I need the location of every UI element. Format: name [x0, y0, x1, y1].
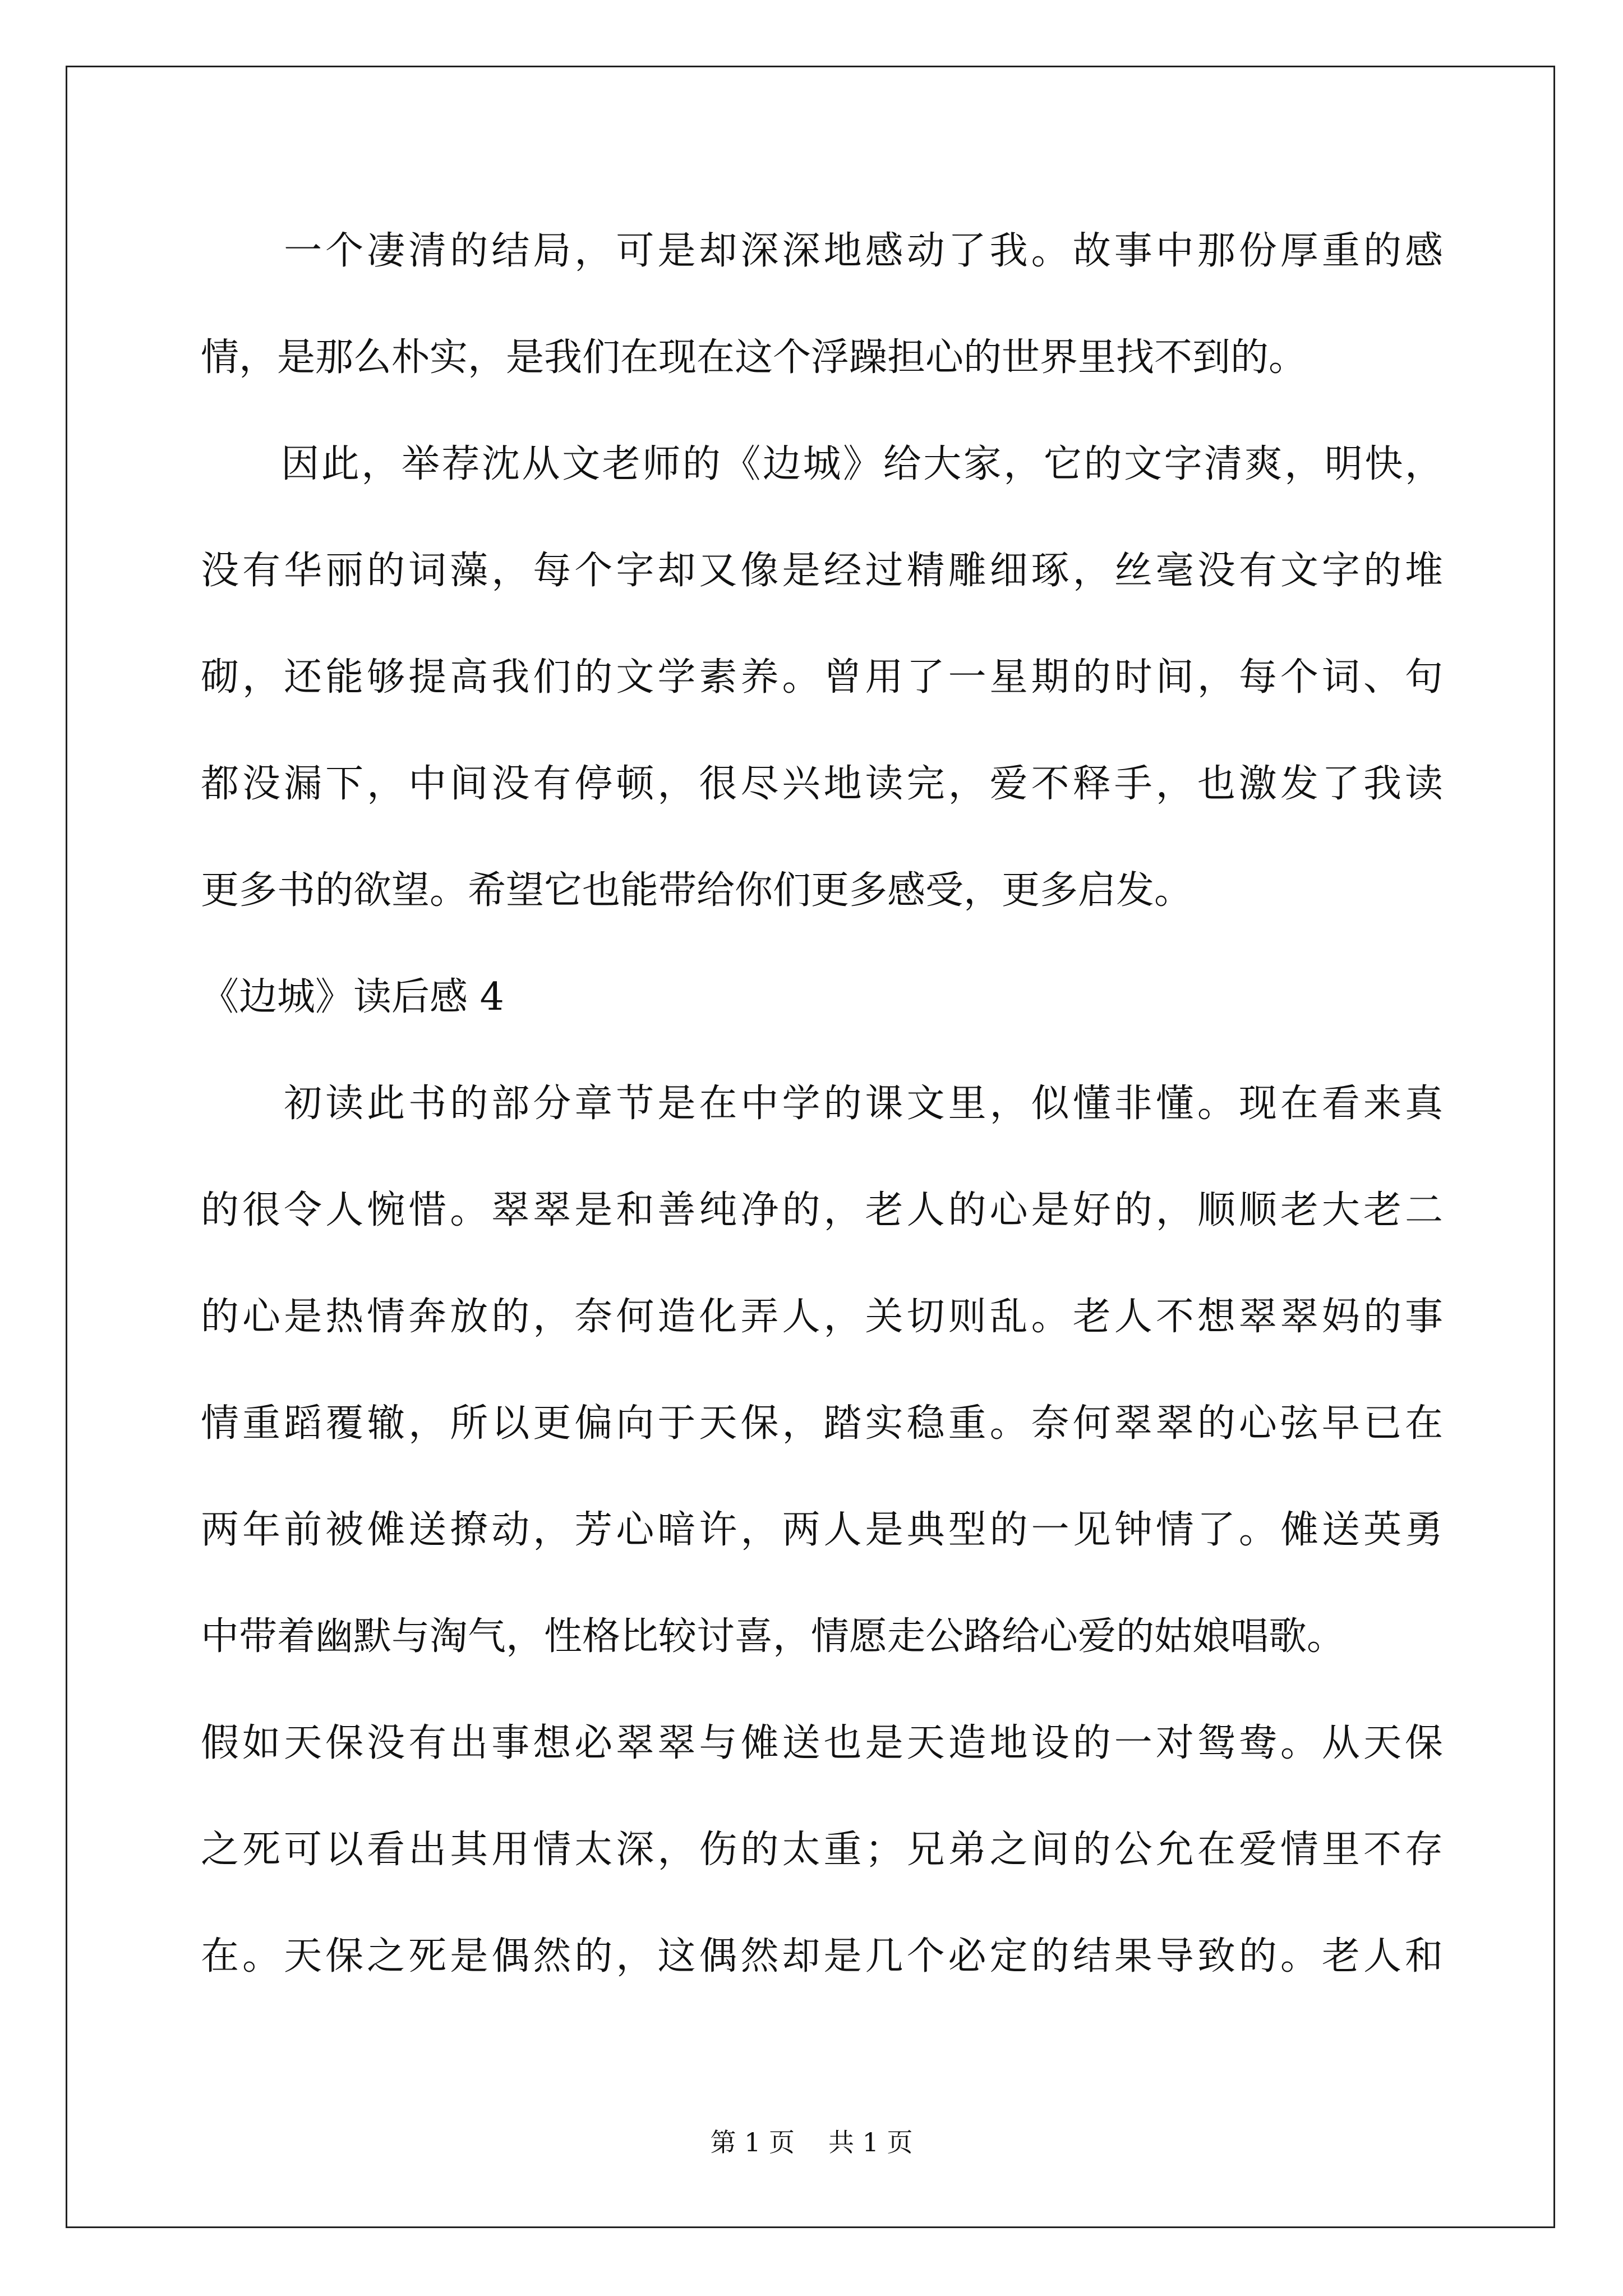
- text-line-17: 在。天保之死是偶然的，这偶然却是几个必定的结果导致的。老人和: [201, 1934, 1443, 1978]
- text-line-14: 中带着幽默与淘气，性格比较讨喜，情愿走公路给心爱的姑娘唱歌。: [201, 1614, 1345, 1659]
- text-line-4: 没有华丽的词藻，每个字却又像是经过精雕细琢，丝毫没有文字的堆: [201, 549, 1443, 593]
- text-line-12: 情重蹈覆辙，所以更偏向于天保，踏实稳重。奈何翠翠的心弦早已在: [201, 1401, 1443, 1446]
- text-line-10: 的很令人惋惜。翠翠是和善纯净的，老人的心是好的，顺顺老大老二: [201, 1188, 1443, 1232]
- text-line-5: 砌，还能够提高我们的文学素养。曾用了一星期的时间，每个词、句: [201, 655, 1443, 700]
- page-number: 第 1 页: [710, 2127, 795, 2157]
- text-line-16: 之死可以看出其用情太深，伤的太重；兄弟之间的公允在爱情里不存: [201, 1828, 1443, 1872]
- text-line-13: 两年前被傩送撩动，芳心暗许，两人是典型的一见钟情了。傩送英勇: [201, 1508, 1443, 1552]
- page-total: 共 1 页: [828, 2127, 913, 2157]
- text-line-7: 更多书的欲望。希望它也能带给你们更多感受，更多启发。: [201, 868, 1193, 913]
- page-footer: [0, 2128, 1623, 2156]
- text-line-9: 初读此书的部分章节是在中学的课文里，似懂非懂。现在看来真: [201, 1082, 1443, 1126]
- text-line-11: 的心是热情奔放的，奈何造化弄人，关切则乱。老人不想翠翠妈的事: [201, 1295, 1443, 1339]
- text-line-6: 都没漏下，中间没有停顿，很尽兴地读完，爱不释手，也激发了我读: [201, 762, 1443, 806]
- text-line-1: 一个凄清的结局，可是却深深地感动了我。故事中那份厚重的感: [201, 229, 1443, 273]
- page-border: [66, 66, 1555, 2228]
- section-heading: 《边城》读后感 4: [201, 975, 504, 1019]
- text-line-2: 情，是那么朴实，是我们在现在这个浮躁担心的世界里找不到的。: [201, 335, 1307, 380]
- text-line-3: 因此，举荐沈从文老师的《边城》给大家，它的文字清爽，明快，: [201, 442, 1443, 486]
- text-line-15: 假如天保没有出事想必翠翠与傩送也是天造地设的一对鸳鸯。从天保: [201, 1721, 1443, 1765]
